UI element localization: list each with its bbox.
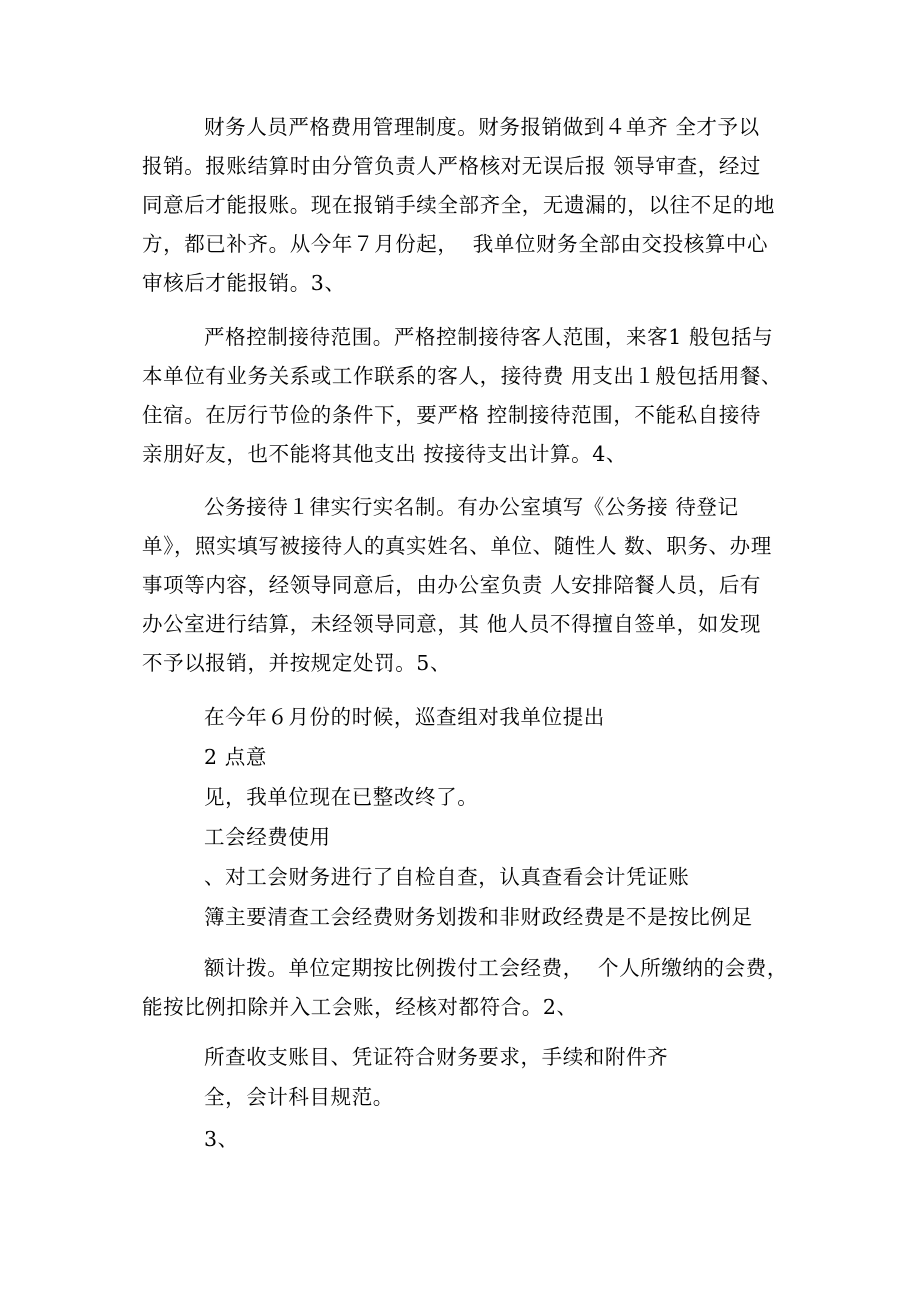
- text-line: 在今年６月份的时候，巡查组对我单位提出: [204, 705, 605, 729]
- text-line: 3、: [204, 1127, 239, 1151]
- text-line: 2 点意: [204, 745, 267, 769]
- text-line: 本单位有业务关系或工作联系的客人，接待费 用支出１般包括用餐、: [142, 364, 783, 388]
- text-line: 不予以报销，并按规定处罚。5、: [142, 651, 452, 675]
- text-line: 财务人员严格费用管理制度。财务报销做到４单齐 全才予以: [204, 115, 760, 139]
- text-line: 办公室进行结算，未经领导同意，其 他人员不得擅自签单，如发现: [142, 612, 762, 636]
- text-line: 报销。报账结算时由分管负责人严格核对无误后报 领导审查，经过: [142, 154, 762, 178]
- text-line: 工会经费使用: [204, 825, 331, 849]
- text-line: 同意后才能报账。现在报销手续全部齐全，无遗漏的，以往不足的地: [142, 193, 775, 217]
- text-line: 全，会计科目规范。: [204, 1085, 394, 1109]
- text-line: 单》，照实填写被接待人的真实姓名、单位、随性人 数、职务、办理: [142, 534, 772, 558]
- text-line: 事项等内容，经领导同意后，由办公室负责 人安排陪餐人员，后有: [142, 573, 762, 597]
- text-line: 审核后才能报销。3、: [142, 271, 346, 295]
- text-line: 见，我单位现在已整改终了。: [204, 785, 479, 809]
- text-line: 额计拨。单位定期按比例拨付工会经费， 个人所缴纳的会费，: [204, 956, 788, 980]
- text-line: 、对工会财务进行了自检自查，认真查看会计凭证账: [204, 865, 690, 889]
- text-line: 簿主要清查工会经费财务划拨和非财政经费是不是按比例足: [204, 905, 753, 929]
- text-line: 能按比例扣除并入工会账，经核对都符合。2、: [142, 995, 578, 1019]
- text-line: 方，都已补齐。从今年７月份起， 我单位财务全部由交投核算中心: [142, 232, 769, 256]
- text-line: 公务接待１律实行实名制。有办公室填写《公务接 待登记: [204, 495, 739, 519]
- text-line: 住宿。在厉行节俭的条件下，要严格 控制接待范围，不能私自接待: [142, 403, 762, 427]
- text-line: 严格控制接待范围。严格控制接待客人范围，来客1 般包括与: [204, 325, 774, 349]
- text-line: 所查收支账目、凭证符合财务要求，手续和附件齐: [204, 1045, 669, 1069]
- text-line: 亲朋好友，也不能将其他支出 按接待支出计算。4、: [142, 442, 627, 466]
